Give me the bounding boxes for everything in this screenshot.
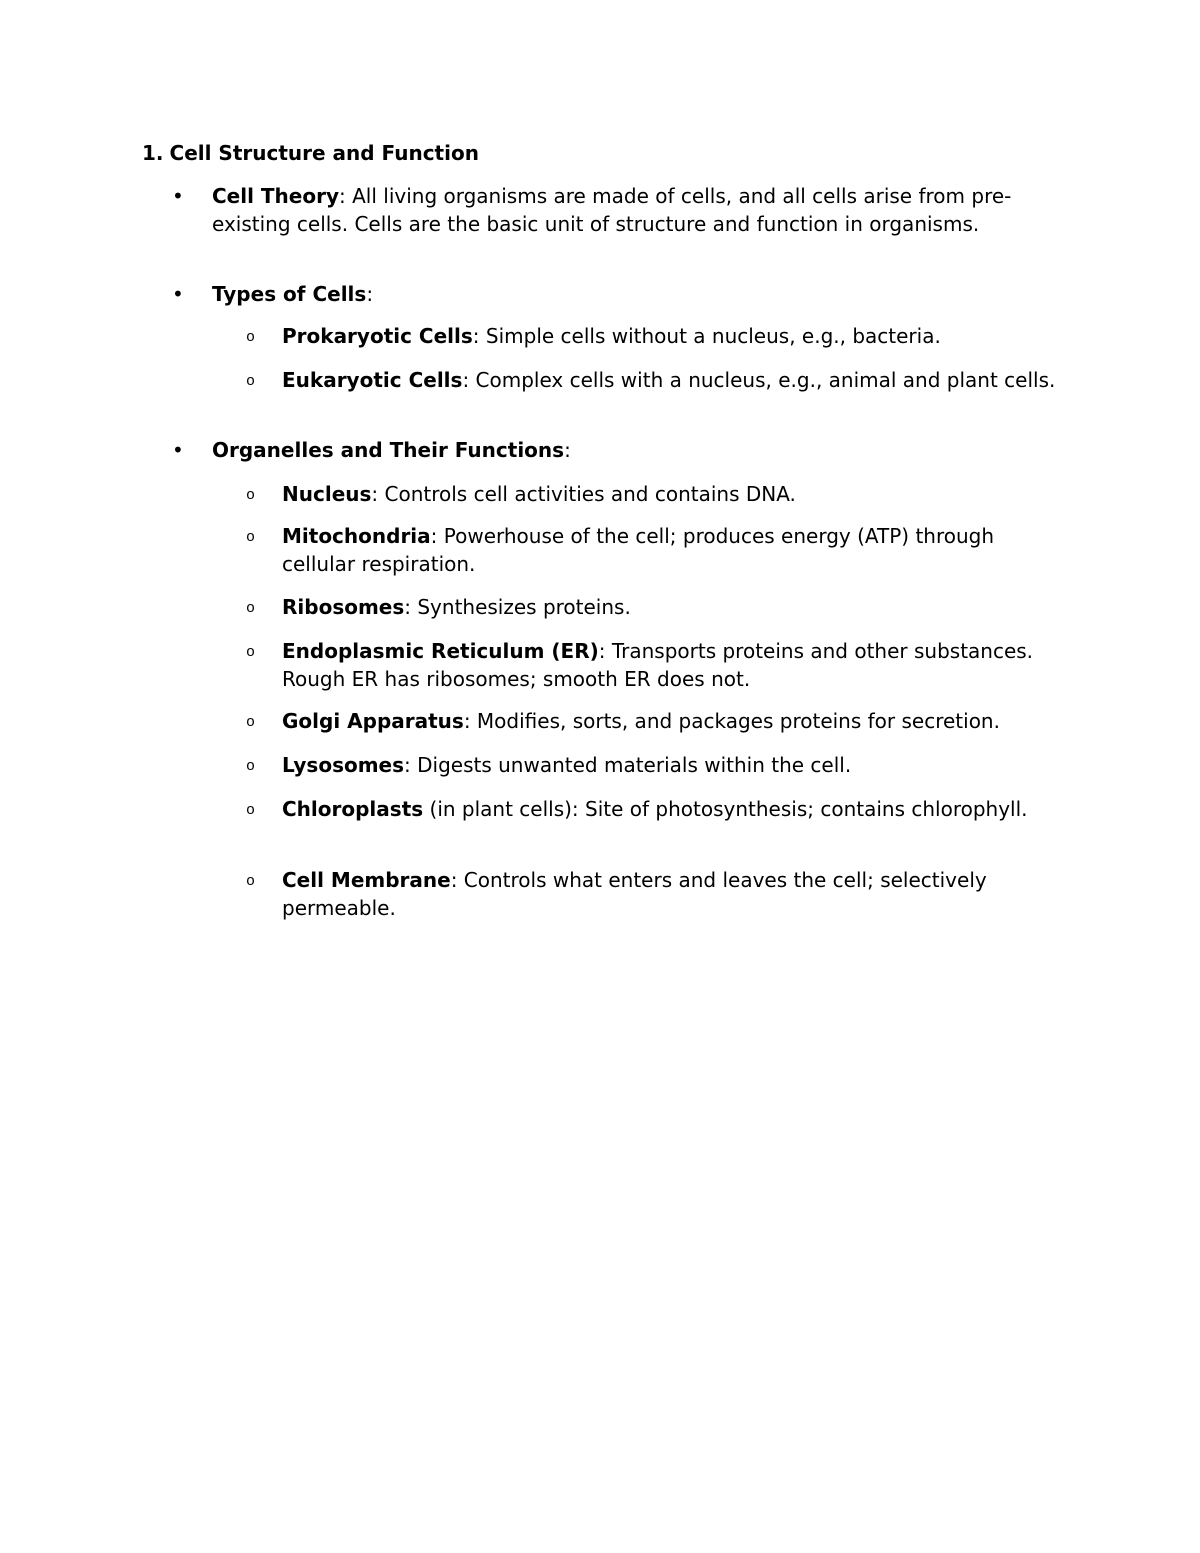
bullet-icon: • — [172, 184, 184, 208]
definition: : Controls cell activities and contains DNA. — [371, 482, 796, 506]
definition: : Complex cells with a nucleus, e.g., animal and plant cells. — [462, 368, 1056, 392]
sub-bullet-icon: o — [246, 373, 256, 390]
sub-bullet-icon: o — [246, 873, 256, 890]
list-item-types-of-cells — [172, 280, 1062, 308]
sub-item-nucleus — [246, 480, 1072, 508]
sub-bullet-icon: o — [246, 487, 256, 504]
section-number: 1. — [142, 141, 164, 165]
bullet-icon: • — [172, 438, 184, 462]
sub-item-er — [246, 637, 1072, 693]
sub-bullet-icon: o — [246, 600, 256, 617]
bullet-icon: • — [172, 282, 184, 306]
term: Mitochondria — [282, 524, 431, 548]
term: Lysosomes — [282, 753, 405, 777]
term: Nucleus — [282, 482, 372, 506]
term: Eukaryotic Cells — [282, 368, 463, 392]
list-item-organelles — [172, 436, 1062, 464]
sub-item-golgi — [246, 707, 1072, 735]
sub-bullet-icon: o — [246, 758, 256, 775]
definition: : Synthesizes proteins. — [404, 595, 631, 619]
sub-bullet-icon: o — [246, 802, 256, 819]
definition: : Powerhouse of the cell; produces energy (ATP) through cellular respiration. — [282, 524, 995, 576]
sub-item-prokaryotic — [246, 322, 1072, 350]
term: Golgi Apparatus — [282, 709, 464, 733]
term: Organelles and Their Functions — [212, 438, 565, 462]
definition: : — [366, 282, 374, 306]
sub-bullet-icon: o — [246, 714, 256, 731]
definition: : Controls what enters and leaves the cell; selectively permeable. — [282, 868, 987, 920]
term: Ribosomes — [282, 595, 405, 619]
term: Cell Theory — [212, 184, 340, 208]
sub-bullet-icon: o — [246, 329, 256, 346]
sub-item-eukaryotic — [246, 366, 1072, 394]
definition: (in plant cells): Site of photosynthesis; contains chlorophyll. — [423, 797, 1028, 821]
term: Endoplasmic Reticulum (ER) — [282, 639, 599, 663]
term: Types of Cells — [212, 282, 367, 306]
term: Chloroplasts — [282, 797, 424, 821]
definition: : All living organisms are made of cells, and all cells arise from pre-existing cells. Cells are the basic unit of structure and function in organisms. — [212, 184, 1012, 236]
definition: : Simple cells without a nucleus, e.g., bacteria. — [472, 324, 941, 348]
sub-bullet-icon: o — [246, 644, 256, 661]
sub-item-chloroplasts — [246, 795, 1072, 823]
definition: : — [564, 438, 571, 462]
sub-item-lysosomes — [246, 751, 1072, 779]
definition: : Transports proteins and other substances. Rough ER has ribosomes; smooth ER does not. — [282, 639, 1034, 691]
sub-item-mitochondria — [246, 522, 1072, 578]
section-heading — [142, 139, 479, 167]
sub-bullet-icon: o — [246, 529, 256, 546]
definition: : Modifies, sorts, and packages proteins for secretion. — [463, 709, 1000, 733]
list-item-cell-theory — [172, 182, 1062, 238]
section-title: Cell Structure and Function — [169, 141, 479, 165]
term: Prokaryotic Cells — [282, 324, 473, 348]
term: Cell Membrane — [282, 868, 451, 892]
sub-item-ribosomes — [246, 593, 1072, 621]
definition: : Digests unwanted materials within the cell. — [404, 753, 852, 777]
sub-item-cell-membrane — [246, 866, 1072, 922]
